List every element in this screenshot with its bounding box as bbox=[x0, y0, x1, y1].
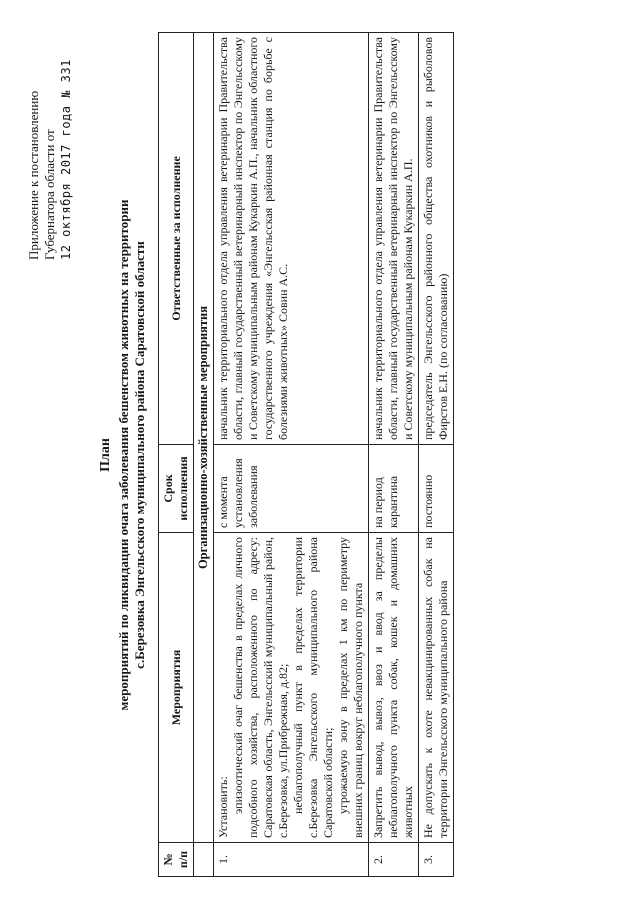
measure-paragraph-3: угрожаемую зону в пределах 1 км по периметру внешних границ вокруг неблагополучного пункта bbox=[336, 537, 365, 838]
row-deadline: с момента установления заболевания bbox=[214, 445, 369, 533]
measure-paragraph-2: неблагополучный пункт в пределах территории с.Березовка Энгельсского муниципального района Саратовской области; bbox=[291, 537, 335, 838]
measures-table bbox=[158, 32, 454, 877]
table-row bbox=[214, 33, 369, 877]
header-deadline: Срок исполнения bbox=[159, 445, 194, 533]
row-deadline: на период карантина bbox=[369, 445, 419, 533]
section-row bbox=[194, 33, 214, 877]
title-line-1: мероприятий по ликвидации очага заболевания бешенством животных на территории bbox=[116, 199, 131, 711]
row-deadline: постоянно bbox=[419, 445, 454, 533]
row-measure: Не допускать к охоте невакцинированных собак на территории Энгельсского муниципального района bbox=[419, 533, 454, 843]
row-measure: Запретить вывод, вывоз, ввоз и ввод за пределы неблагополучного пункта собак, кошек и домашних животных bbox=[369, 533, 419, 843]
table-row bbox=[419, 33, 454, 877]
rotated-document-page bbox=[18, 25, 618, 885]
appendix-block bbox=[26, 30, 74, 260]
appendix-line-1: Приложение к постановлению bbox=[26, 90, 41, 260]
title-main: План bbox=[98, 438, 113, 472]
row-number: 2. bbox=[369, 843, 419, 877]
row-responsible: начальник территориального отдела управления ветеринарии Правительства области, главный государственный ветеринарный инспектор по Энгельсскому и Советскому муниципальным районам Кукаркин А.П. bbox=[369, 33, 419, 445]
document-title bbox=[98, 25, 148, 885]
header-measures: Мероприятия bbox=[159, 533, 194, 843]
section-title: Организационно-хозяйственные мероприятия bbox=[194, 33, 214, 843]
measure-intro: Установить: bbox=[216, 776, 230, 838]
row-responsible: председатель Энгельсского районного общества охотников и рыболовов Фирстов Е.Н. (по согласованию) bbox=[419, 33, 454, 445]
measure-paragraph-1: эпизоотический очаг бешенства в пределах личного подсобного хозяйства, расположенного по адресу: Саратовская область, Энгельсский муниципальный район, с.Березовка, ул.Прибрежная, д.82; bbox=[231, 537, 290, 838]
title-line-2: с.Березовка Энгельсского муниципального района Саратовской области bbox=[132, 241, 147, 669]
table-row bbox=[369, 33, 419, 877]
appendix-line-3: 12 октября 2017 года № 331 bbox=[59, 59, 73, 260]
row-number: 1. bbox=[214, 843, 369, 877]
table-header-row bbox=[159, 33, 194, 877]
row-measure bbox=[214, 533, 369, 843]
header-num: № п/п bbox=[159, 843, 194, 877]
row-number: 3. bbox=[419, 843, 454, 877]
header-responsible: Ответственные за исполнение bbox=[159, 33, 194, 445]
appendix-line-2: Губернатора области от bbox=[42, 129, 57, 260]
row-responsible: начальник территориального отдела управления ветеринарии Правительства области, главный государственный ветеринарный инспектор по Энгельсскому и Советскому муниципальным районам Кукаркин А.П., начальник областного государственного учреждения «Энгельсская районная станция по борьбе с болезнями животных» Совин А.С. bbox=[214, 33, 369, 445]
